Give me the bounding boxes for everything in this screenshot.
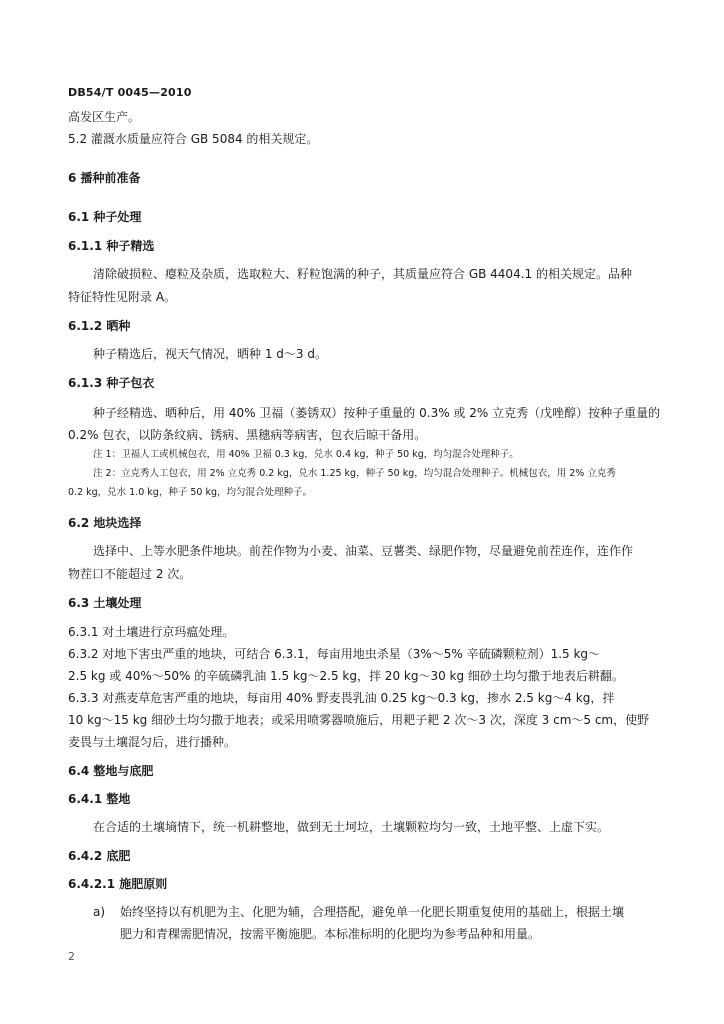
paragraph-line: 10 kg～15 kg 细砂土均匀撒于地表；或采用喷雾器喷施后，用耙子耙 2 次～3 次，深度 3 cm～5 cm，使野 xyxy=(68,713,650,727)
clause-6-3-1: 6.3.1 对土壤进行京玛瘟处理。 xyxy=(68,625,235,639)
list-item-text: 始终坚持以有机肥为主、化肥为辅，合理搭配，避免单一化肥长期重复使用的基础上，根据土壤 xyxy=(120,905,625,919)
heading-6-1-1: 6.1.1 种子精选 xyxy=(68,239,155,253)
heading-6-4-1: 6.4.1 整地 xyxy=(68,792,131,806)
note-2: 注 2：立克秀人工包衣，用 2% 立克秀 0.2 kg，兑水 1.25 kg，种子 50 kg，均匀混合处理种子。机械包衣，用 2% 立克秀 xyxy=(93,468,616,479)
paragraph-line: 种子精选后，视天气情况，晒种 1 d～3 d。 xyxy=(93,347,327,361)
paragraph-line: 特征特性见附录 A。 xyxy=(68,290,177,304)
page-number: 2 xyxy=(68,950,75,963)
heading-6-4-2-1: 6.4.2.1 施肥原则 xyxy=(68,877,168,891)
paragraph-line: 2.5 kg 或 40%～50% 的辛硫磷乳油 1.5 kg～2.5 kg，拌 20 kg～30 kg 细砂土均匀撒于地表后耕翻。 xyxy=(68,669,624,683)
heading-6-4: 6.4 整地与底肥 xyxy=(68,764,154,778)
heading-6-1-3: 6.1.3 种子包衣 xyxy=(68,376,155,390)
clause-5-2: 5.2 灌溉水质量应符合 GB 5084 的相关规定。 xyxy=(68,132,319,146)
standard-header: DB54/T 0045—2010 xyxy=(68,86,192,99)
note-1: 注 1：卫福人工或机械包衣，用 40% 卫福 0.3 kg，兑水 0.4 kg，种子 50 kg，均匀混合处理种子。 xyxy=(93,449,519,460)
list-item-text: 肥力和青稞需肥情况，按需平衡施肥。本标准标明的化肥均为参考品种和用量。 xyxy=(120,927,541,941)
paragraph-line: 0.2% 包衣，以防条纹病、锈病、黑穗病等病害，包衣后晾干备用。 xyxy=(68,428,427,442)
clause-6-3-2: 6.3.2 对地下害虫严重的地块，可结合 6.3.1，每亩用地虫杀星（3%～5% 辛硫磷颗粒剂）1.5 kg～ xyxy=(68,647,601,661)
paragraph-line: 种子经精选、晒种后，用 40% 卫福（萎锈双）按种子重量的 0.3% 或 2% 立克秀（戊唑醇）按种子重量的 xyxy=(93,406,661,420)
paragraph-line: 在合适的土壤墒情下，统一机耕整地，做到无土坷垃，土壤颗粒均匀一致，土地平整、上虚下实。 xyxy=(93,820,610,834)
paragraph-line: 麦畏与土壤混匀后，进行播种。 xyxy=(68,735,237,749)
heading-6-1-2: 6.1.2 晒种 xyxy=(68,319,131,333)
text-line: 高发区生产。 xyxy=(68,110,141,124)
heading-6-4-2: 6.4.2 底肥 xyxy=(68,849,131,863)
note-2-continued: 0.2 kg，兑水 1.0 kg，种子 50 kg，均匀混合处理种子。 xyxy=(68,487,312,498)
list-marker-a: a) xyxy=(93,905,106,919)
heading-6: 6 播种前准备 xyxy=(68,171,141,185)
paragraph-line: 选择中、上等水肥条件地块。前茬作物为小麦、油菜、豆薯类、绿肥作物，尽量避免前茬连作，连作作 xyxy=(93,544,634,558)
paragraph-line: 清除破损粒、瘪粒及杂质，选取粒大、籽粒饱满的种子，其质量应符合 GB 4404.1 的相关规定。品种 xyxy=(93,267,632,281)
clause-6-3-3: 6.3.3 对燕麦草危害严重的地块，每亩用 40% 野麦畏乳油 0.25 kg～0.3 kg，掺水 2.5 kg～4 kg，拌 xyxy=(68,691,615,705)
paragraph-line: 物茬口不能超过 2 次。 xyxy=(68,567,192,581)
heading-6-2: 6.2 地块选择 xyxy=(68,516,142,530)
heading-6-3: 6.3 土壤处理 xyxy=(68,596,142,610)
heading-6-1: 6.1 种子处理 xyxy=(68,210,142,224)
